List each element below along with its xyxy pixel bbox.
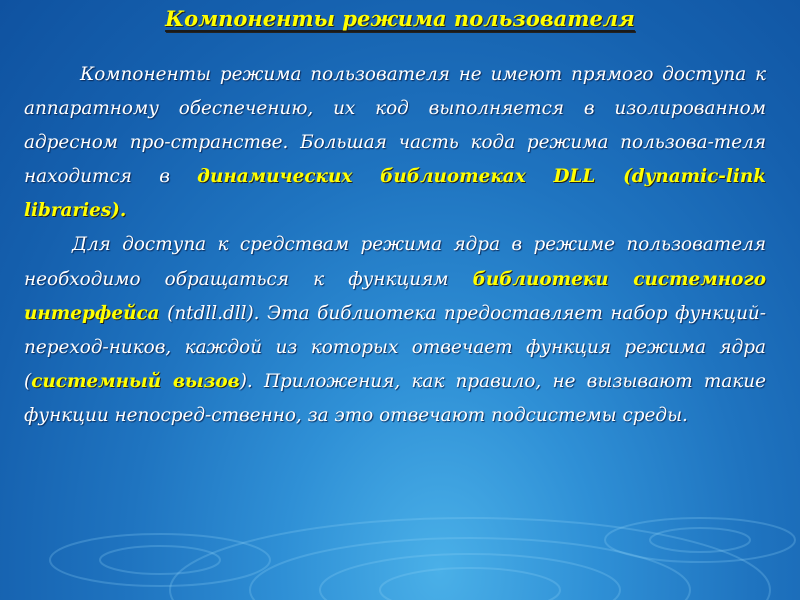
paragraph-2 [24, 228, 766, 433]
highlight-system-call: системный вызов [31, 370, 240, 392]
paragraph-2-text-c: ). Приложения, как правило, не вызывают такие функции непосред-ственно, за это отвечают подсистемы среды. [24, 370, 766, 426]
highlight-system-interface-library: библиотеки системного интерфейса [24, 268, 766, 324]
paragraph-2-text-b: (ntdll.dll). Эта библиотека предоставляет набор функций-переход-ников, каждой из которых отвечает функция режима ядра ( [24, 302, 766, 392]
paragraph-1 [24, 58, 766, 228]
paragraph-2-text-a: Для доступа к средствам режима ядра в режиме пользователя необходимо обращаться к функциям [24, 234, 766, 290]
slide-body [24, 58, 766, 433]
paragraph-1-text: Компоненты режима пользователя не имеют прямого доступа к аппаратному обеспечению, их код выполняется в изолированном адресном про-странстве. Большая часть кода режима пользова-теля находится в [24, 64, 766, 188]
slide-title: Компоненты режима пользователя [165, 6, 635, 31]
highlight-dll-libraries: динамических библиотеках DLL (dynamic-link libraries). [24, 166, 767, 222]
